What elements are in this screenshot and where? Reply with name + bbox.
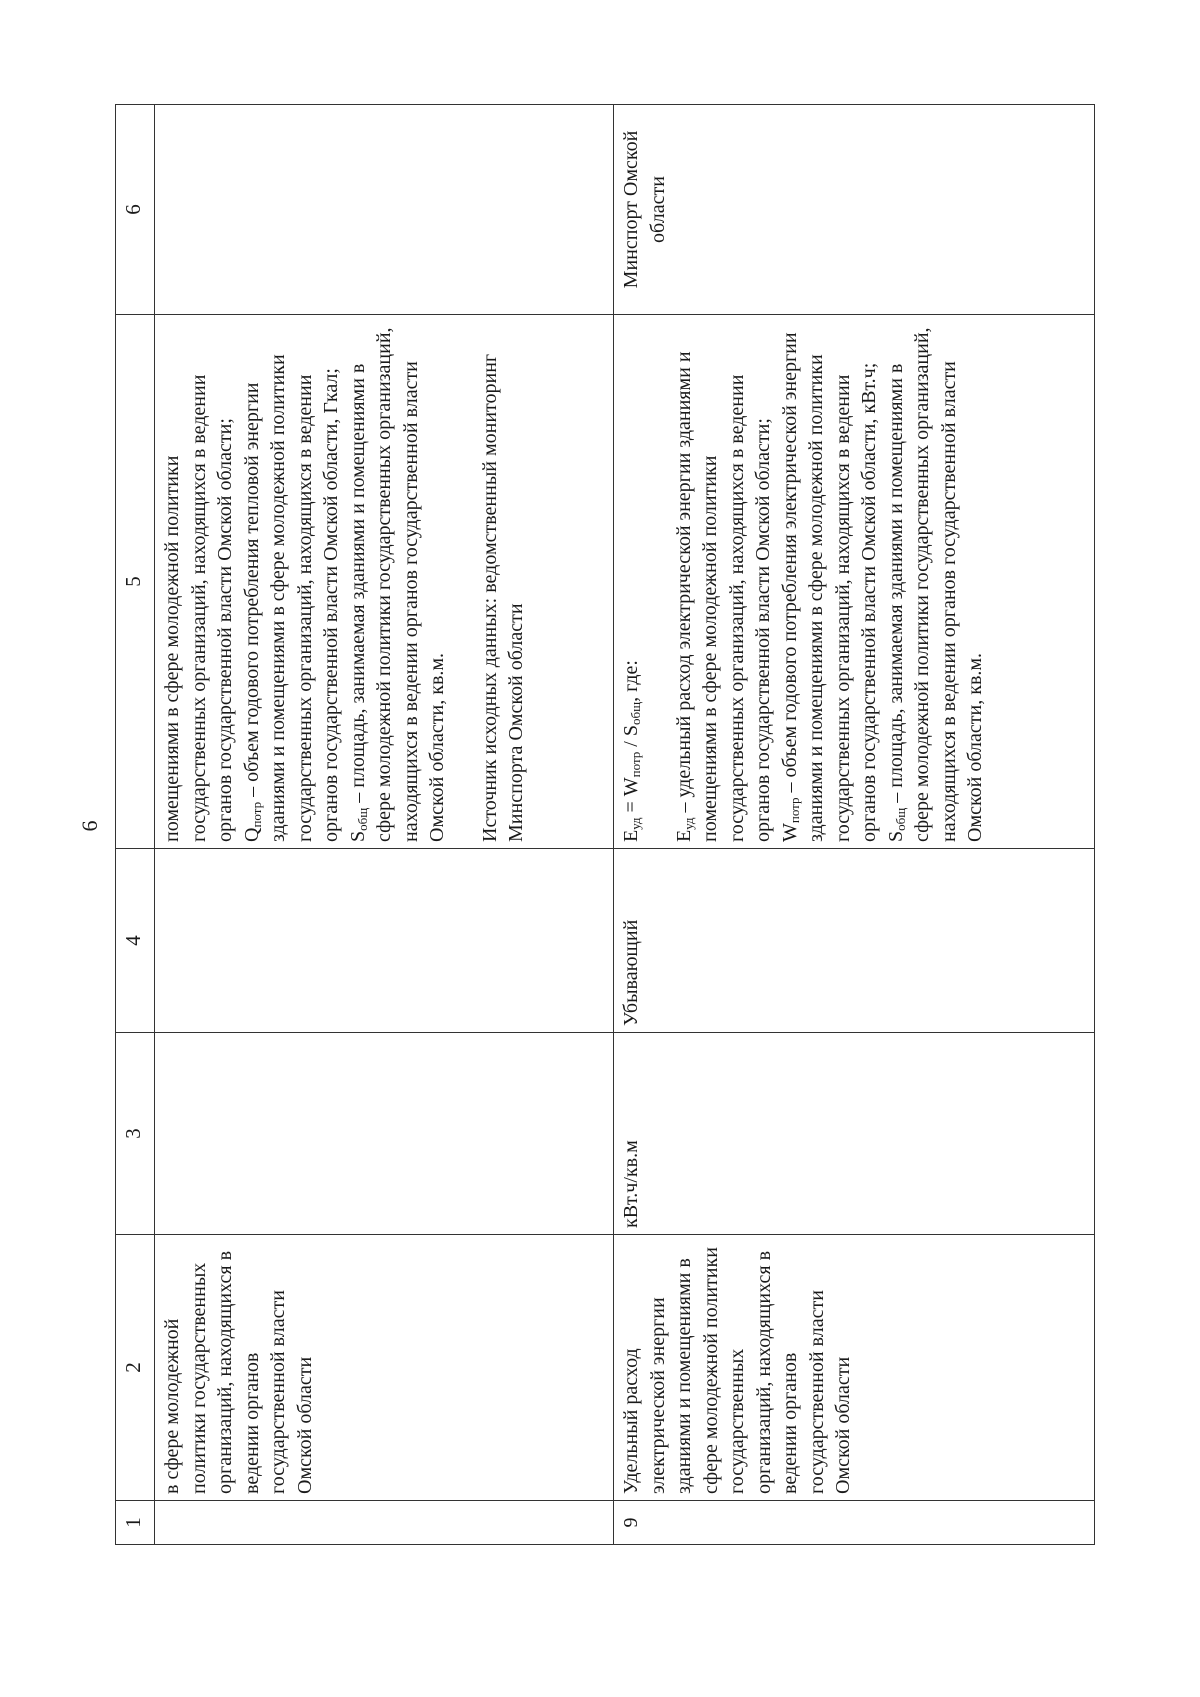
header-cell-5: 5: [116, 315, 155, 849]
data-source: Источник исходных данных: ведомственный мониторинг Минспорта Омской области: [478, 353, 528, 842]
method-cell: [614, 315, 1095, 849]
responsible-cell: Минспорт Омской области: [614, 105, 1095, 315]
header-cell-4: 4: [116, 849, 155, 1033]
method-intro: помещениями в сфере молодежной политики государственных организаций, находящихся в ведении органов государственной власти Омской области;: [161, 374, 237, 842]
header-cell-3: 3: [116, 1033, 155, 1235]
indicator-name-cell: Удельный расход электрической энергии зданиями и помещениями в сфере молодежной политики государственных организаций, находящихся в ведении органов государственной власти Омской области: [614, 1235, 1095, 1501]
table-row-continuation: [155, 105, 614, 1545]
s-definition: $S_{общ}$ – площадь, занимаемая зданиями и помещениями в сфере молодежной политики государственных организаций, находящихся в ведении органов государственной власти Омской области, кв.м.: [884, 327, 987, 842]
table-row-9: [614, 105, 1095, 1545]
row-number-cell: 9: [614, 1501, 1095, 1545]
table-header-row: [116, 105, 155, 1545]
header-cell-2: 2: [116, 1235, 155, 1501]
rotated-table-wrapper: [115, 105, 1095, 1545]
indicator-name-cell: в сфере молодежной политики государственных организаций, находящихся в ведении органов государственной власти Омской области: [155, 1235, 614, 1501]
header-cell-6: 6: [116, 105, 155, 315]
indicators-table: [115, 104, 1095, 1545]
method-cell: [155, 315, 614, 849]
responsible-cell: [155, 105, 614, 315]
formula: $E_{уд} = W_{потр} / S_{общ}$, где:: [620, 660, 644, 842]
unit-cell: кВт.ч/кв.м: [614, 1033, 1095, 1235]
unit-cell: [155, 1033, 614, 1235]
e-definition: $E_{уд}$ – удельный расход электрической энергии зданиями и помещениями в сфере молодежной политики государственных организаций, находящихся в ведении органов государственной власти Омской области;: [672, 351, 775, 842]
q-definition: $Q_{потр}$ – объем годового потребления тепловой энергии зданиями и помещениями в сфере молодежной политики государственных организаций, находящихся в ведении органов государственной власти Омской области, Гкал;: [240, 354, 343, 842]
page-number: 6: [77, 820, 102, 832]
s-definition: $S_{общ}$ – площадь, занимаемая зданиями и помещениями в сфере молодежной политики государственных организаций, находящихся в ведении органов государственной власти Омской области, кв.м.: [346, 327, 449, 842]
trend-cell: [155, 849, 614, 1033]
row-number-cell: [155, 1501, 614, 1545]
w-definition: $W_{потр}$ – объем годового потребления электрической энергии зданиями и помещениями в сфере молодежной политики государственных организаций, находящихся в ведении органов государственной власти Омской области, кВт.ч;: [778, 332, 881, 842]
trend-cell: Убывающий: [614, 849, 1095, 1033]
header-cell-1: 1: [116, 1501, 155, 1545]
